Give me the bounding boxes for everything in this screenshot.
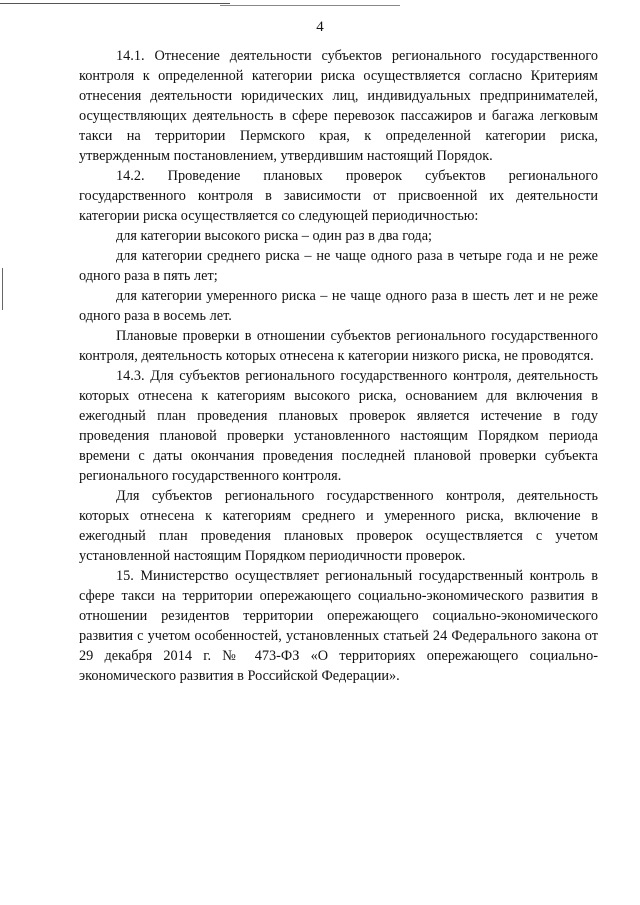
scan-artifact-edge xyxy=(2,268,3,310)
list-item-moderate-risk: для категории умеренного риска – не чаще одного раза в шесть лет и не реже одного раза в восемь лет. xyxy=(79,288,598,324)
list-item-medium-risk: для категории среднего риска – не чаще одного раза в четыре года и не реже одного раза в пять лет; xyxy=(79,248,598,284)
scan-artifact-line xyxy=(220,5,400,6)
page-number: 4 xyxy=(316,19,324,35)
paragraph-14-2: 14.2. Проведение плановых проверок субъектов регионального государственного контроля в зависимости от присвоенной их деятельности категории риска осуществляется со следующей периодичностью: xyxy=(79,168,598,224)
paragraph-14-1: 14.1. Отнесение деятельности субъектов регионального государственного контроля к определенной категории риска осуществляется согласно Критериям отнесения деятельности юридических лиц, индивидуальных предпринимателей, осуществляющих деятельность в сфере перевозок пассажиров и багажа легковым такси на территории Пермского края, к определенной категории риска, утвержденным постановлением, утвердившим настоящий Порядок. xyxy=(79,48,598,164)
paragraph-14-3: 14.3. Для субъектов регионального государственного контроля, деятельность которых отнесена к категориям высокого риска, основанием для включения в ежегодный план проведения плановых проверок является истечение в году проведения плановой проверки установленного настоящим Порядком периода времени с даты окончания проведения последней плановой проверки субъекта регионального государственного контроля. xyxy=(79,368,598,484)
paragraph-low-risk: Плановые проверки в отношении субъектов регионального государственного контроля, деятельность которых отнесена к категории низкого риска, не проводятся. xyxy=(79,328,598,364)
paragraph-15: 15. Министерство осуществляет региональный государственный контроль в сфере такси на территории опережающего социально-экономического развития в отношении резидентов территории опережающего социально-экономического развития с учетом особенностей, установленных статьей 24 Федерального закона от 29 декабря 2014 г. № 473-ФЗ «О территориях опережающего социально-экономического развития в Российской Федерации». xyxy=(79,568,598,684)
document-body xyxy=(79,46,598,686)
paragraph-medium-moderate: Для субъектов регионального государственного контроля, деятельность которых отнесена к категориям среднего и умеренного риска, включение в ежегодный план проведения плановых проверок осуществляется с учетом установленной настоящим Порядком периодичности проверок. xyxy=(79,488,598,564)
scan-artifact-line xyxy=(0,3,230,4)
list-item-high-risk: для категории высокого риска – один раз в два года; xyxy=(116,228,433,244)
